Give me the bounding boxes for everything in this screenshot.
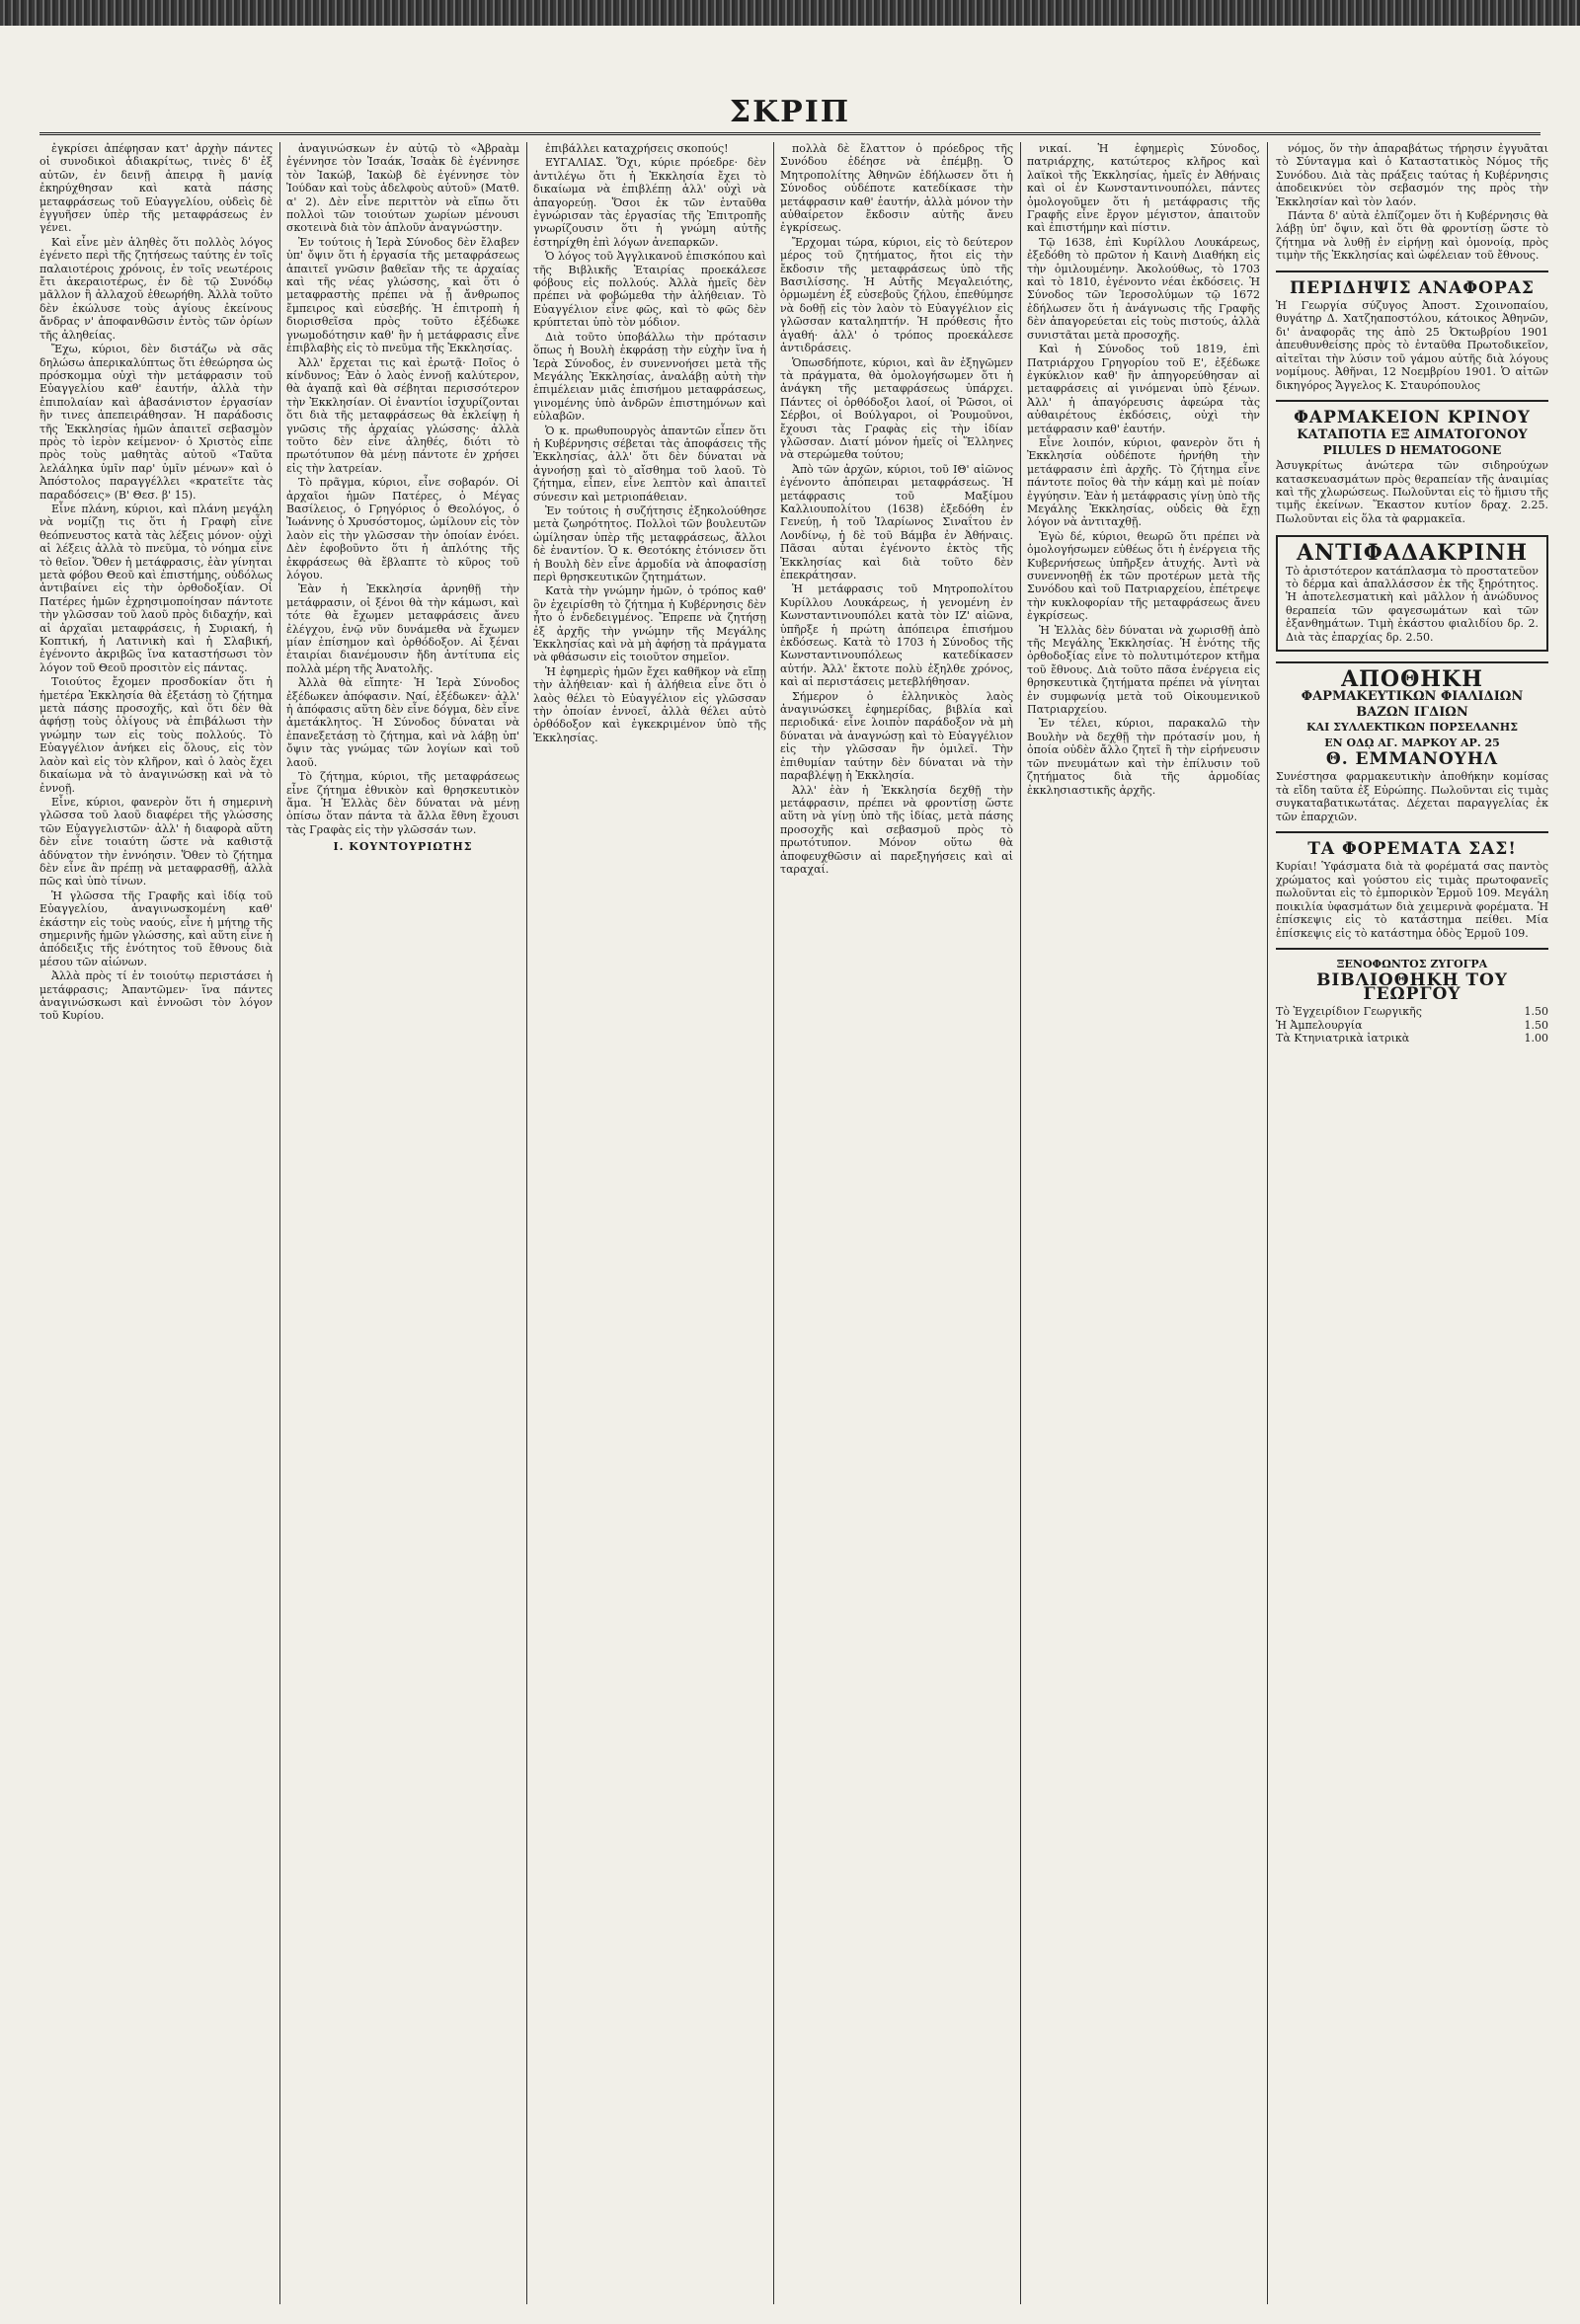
price-row [1276, 1005, 1548, 1018]
column-divider [1020, 142, 1021, 2304]
paragraph: Ἡ μετάφρασις τοῦ Μητροπολίτου Κυρίλλου Λουκάρεως, ἡ γενομένη ἐν Κωνσταντινουπόλει κατὰ τὸν ΙΖ' αἰῶνα, ὑπῆρξε ἡ πρώτη ἀπόπειρα ἐπισήμου ἐκδόσεως. Κατὰ τὸ 1703 ἡ Σύνοδος τῆς Κωνσταντινουπόλεως κατεδίκασεν αὐτήν. Ἀλλ' ἔκτοτε πολὺ ἐξηλθε χρόνος, καὶ αἱ περιστάσεις μετεβλήθησαν. [780, 582, 1013, 689]
column-divider [1267, 142, 1268, 2304]
masthead: ΣΚΡΙΠ [729, 95, 851, 129]
paragraph: Εἶνε πλάνη, κύριοι, καὶ πλάνη μεγάλη νὰ νομίζῃ τις ὅτι ἡ Γραφὴ εἶνε θεόπνευστος κατὰ τὰς λέξεις μόνον· οὐχὶ αἱ λέξεις ἀλλὰ τὸ πνεῦμα, τὸ νόημα εἶνε τὸ θεῖον. Ὅθεν ἡ μετάφρασις, ἐὰν γίνηται μετὰ φόβου Θεοῦ καὶ ἐπιστήμης, οὐδόλως ἀντιβαίνει εἰς τὴν ὀρθοδοξίαν. Οἱ Πατέρες ἡμῶν ἐχρησιμοποίησαν πάντοτε τὴν γλῶσσαν τοῦ λαοῦ πρὸς διδαχήν, καὶ αἱ ἀρχαῖαι μεταφράσεις, ἡ Συριακή, ἡ Κοπτική, ἡ Λατινικὴ καὶ ἡ Σλαβική, ἐγένοντο ἀκριβῶς ἵνα καταστήσωσι τὸν λόγον τοῦ Θεοῦ προσιτὸν εἰς πάντας. [40, 502, 273, 674]
ad-title: ΦΑΡΜΑΚΕΙΟΝ ΚΡΙΝΟΥ [1294, 407, 1531, 427]
item-label: Τὸ Ἐγχειρίδιον Γεωργικῆς [1276, 1005, 1422, 1019]
notice-title: ΠΕΡΙΔΗΨΙΣ ΑΝΑΦΟΡΑΣ [1290, 277, 1535, 298]
paragraph: Ἐν τούτοις ἡ συζήτησις ἐξηκολούθησε μετὰ ζωηρότητος. Πολλοὶ τῶν βουλευτῶν ὡμίλησαν ὑπὲρ τῆς μεταφράσεως, ἄλλοι δὲ ἐναντίον. Ὁ κ. Θεοτόκης ἐτόνισεν ὅτι ἡ Βουλὴ δὲν εἶνε ἁρμοδία νὰ ἀποφασίσῃ περὶ θρησκευτικῶν ζητημάτων. [533, 504, 766, 583]
column-4 [780, 142, 1013, 2304]
notice-divorce-summary [1276, 271, 1548, 392]
paragraph: Τὸ ζήτημα, κύριοι, τῆς μεταφράσεως εἶνε ζήτημα ἐθνικὸν καὶ θρησκευτικὸν ἅμα. Ἡ Ἑλλὰς δὲν δύναται νὰ μένῃ ὀπίσω ὅταν πάντα τὰ ἄλλα ἔθνη ἔχουσι τὰς Γραφὰς εἰς τὴν γλῶσσάν των. [286, 770, 519, 836]
paragraph: Ἡ Ἑλλὰς δὲν δύναται νὰ χωρισθῇ ἀπὸ τῆς Μεγάλης Ἐκκλησίας. Ἡ ἑνότης τῆς ὀρθοδοξίας εἶνε τὸ πολυτιμότερον κτῆμα τοῦ ἔθνους. Διὰ τοῦτο πᾶσα ἐνέργεια εἰς θρησκευτικὰ ζητήματα πρέπει νὰ γίνηται ἐν συμφωνίᾳ μετὰ τοῦ Οἰκουμενικοῦ Πατριαρχείου. [1027, 623, 1260, 717]
column-2 [286, 142, 519, 2304]
item-price: 1.50 [1524, 1018, 1548, 1032]
ad-antifadakrini [1276, 535, 1548, 652]
ad-text: Συνέστησα φαρμακευτικὴν ἀποθήκην κομίσας τὰ εἴδη ταῦτα ἐξ Εὐρώπης. Πωλοῦνται εἰς τιμὰς συγκαταβατικωτάτας. Δέχεται παραγγελίας ἐκ τῶν ἐπαρχιῶν. [1276, 770, 1548, 823]
paragraph: Τῷ 1638, ἐπὶ Κυρίλλου Λουκάρεως, ἐξεδόθη τὸ πρῶτον ἡ Καινὴ Διαθήκη εἰς τὴν ὁμιλουμένην. Ἀκολούθως, τὸ 1703 καὶ τὸ 1810, ἐγένοντο νέαι ἐκδόσεις. Ἡ Σύνοδος τῶν Ἱεροσολύμων τῷ 1672 ἐδήλωσεν ὅτι ἡ ἀνάγνωσις τῆς Γραφῆς δὲν ἀπαγορεύεται εἰς τοὺς πιστούς, ἀλλὰ συνιστᾶται μετὰ προσοχῆς. [1027, 235, 1260, 342]
ad-text: Τὸ ἀριστότερον κατάπλασμα τὸ προστατεῦον τὸ δέρμα καὶ ἀπαλλάσσον ἐκ τῆς ξηρότητος. Ἡ ἀποτελεσματικὴ καὶ μᾶλλον ἡ ἀνώδυνος θεραπεία τῶν φαγεσωμάτων καὶ τῶν ἐξανθημάτων. Τιμὴ ἑκάστου φιαλιδίου δρ. 2. Διὰ τὰς ἐπαρχίας δρ. 2.50. [1286, 564, 1539, 644]
column-divider [773, 142, 774, 2304]
paragraph: Ἡ ἐφημερὶς ἡμῶν ἔχει καθῆκον νὰ εἴπῃ τὴν ἀλήθειαν· καὶ ἡ ἀλήθεια εἶνε ὅτι ὁ λαὸς θέλει τὸ Εὐαγγέλιον εἰς γλῶσσαν τὴν ὁποίαν ἐννοεῖ, ἀλλὰ θέλει αὐτὸ ὀρθόδοξον καὶ ἐγκεκριμένον ὑπὸ τῆς Ἐκκλησίας. [533, 664, 766, 744]
ad-title: ΤΑ ΦΟΡΕΜΑΤΑ ΣΑΣ! [1307, 839, 1517, 860]
item-label: Τὰ Κτηνιατρικὰ ἰατρικὰ [1276, 1031, 1410, 1045]
price-row [1276, 1019, 1548, 1032]
ad-subtitle: PILULES D HEMATOGONE [1322, 442, 1502, 457]
paragraph: Ἐν τούτοις ἡ Ἱερὰ Σύνοδος δὲν ἔλαβεν ὑπ' ὄψιν ὅτι ἡ ἐργασία τῆς μεταφράσεως ἀπαιτεῖ γνῶσιν βαθεῖαν τῆς τε ἀρχαίας καὶ τῆς νέας γλώσσης, καὶ ὅτι ὁ μεταφραστὴς πρέπει νὰ ᾖ ἄνθρωπος ἔμπειρος καὶ εὐσεβής. Ἡ ἐπιτροπὴ ἡ διορισθεῖσα πρὸς τοῦτο ἐξέδωκε γνωμοδότησιν καθ' ἣν ἡ μετάφρασις εἶνε ἐπιβλαβὴς εἰς τὸ πνεῦμα τῆς Ἐκκλησίας. [286, 235, 519, 355]
paragraph: Ἀλλὰ θὰ εἴπητε· Ἡ Ἱερὰ Σύνοδος ἐξέδωκεν ἀπόφασιν. Ναί, ἐξέδωκεν· ἀλλ' ἡ ἀπόφασις αὕτη δὲν εἶνε δόγμα, δὲν εἶνε ἀμετάκλητος. Ἡ Σύνοδος δύναται νὰ ἐπανεξετάσῃ τὸ ζήτημα, καὶ νὰ λάβῃ ὑπ' ὄψιν τὰς γνώμας τῶν λογίων καὶ τοῦ λαοῦ. [286, 676, 519, 769]
paragraph: Καὶ ἡ Σύνοδος τοῦ 1819, ἐπὶ Πατριάρχου Γρηγορίου τοῦ Ε', ἐξέδωκε ἐγκύκλιον καθ' ἣν ἀπηγορεύθησαν αἱ μεταφράσεις αἱ γινόμεναι ὑπὸ ξένων. Ἀλλ' ἡ ἀπαγόρευσις ἀφεώρα τὰς αὐθαιρέτους ἐκδόσεις, οὐχὶ τὴν μετάφρασιν καθ' ἑαυτήν. [1027, 343, 1260, 435]
paragraph: Ὁ κ. πρωθυπουργὸς ἀπαντῶν εἶπεν ὅτι ἡ Κυβέρνησις σέβεται τὰς ἀποφάσεις τῆς Ἐκκλησίας, ἀλλ' ὅτι δὲν δύναται νὰ ἀγνοήσῃ καὶ τὸ αἴσθημα τοῦ λαοῦ. Τὸ ζήτημα, εἶπεν, εἶνε λεπτὸν καὶ ἀπαιτεῖ σύνεσιν καὶ μετριοπάθειαν. [533, 424, 766, 504]
ad-title: ΑΝΤΙΦΑΔΑΚΡΙΝΗ [1296, 540, 1529, 567]
scan-edge [0, 0, 1580, 26]
ad-apothiki [1276, 661, 1548, 823]
column-divider [526, 142, 527, 2304]
ad-subtitle: ΚΑΙ ΣΥΛΛΕΚΤΙΚΩΝ ΠΟΡΣΕΛΑΝΗΣ [1306, 721, 1518, 735]
paragraph: Ὁ λόγος τοῦ Ἀγγλικανοῦ ἐπισκόπου καὶ τῆς Βιβλικῆς Ἑταιρίας προεκάλεσε φόβους εἰς πολλούς. Ἀλλὰ ἡμεῖς δὲν πρέπει νὰ φοβώμεθα τὴν ἀλήθειαν. Τὸ Εὐαγγέλιον εἶνε φῶς, καὶ τὸ φῶς δὲν κρύπτεται ὑπὸ τὸν μόδιον. [533, 250, 766, 330]
paragraph: πολλὰ δὲ ἔλαττον ὁ πρόεδρος τῆς Συνόδου ἐδέησε νὰ ἐπέμβῃ. Ὁ Μητροπολίτης Ἀθηνῶν ἐδήλωσεν ὅτι ἡ Σύνοδος οὐδέποτε κατεδίκασε τὴν μετάφρασιν καθ' ἑαυτήν, ἀλλὰ μόνον τὴν αὐθαίρετον ἔκδοσιν αὐτῆς ἄνευ ἐγκρίσεως. [780, 142, 1013, 235]
column-divider [279, 142, 280, 2304]
paragraph: ἐπιβάλλει καταχρήσεις σκοπούς! [545, 142, 729, 155]
paragraph: Σήμερον ὁ ἑλληνικὸς λαὸς ἀναγινώσκει ἐφημερίδας, βιβλία καὶ περιοδικά· εἶνε λοιπὸν παράδοξον νὰ μὴ δύναται νὰ ἀναγνώσῃ καὶ τὸ Εὐαγγέλιον εἰς τὴν γλῶσσαν ἣν ὁμιλεῖ. Τὴν ἐπιθυμίαν ταύτην δὲν δύναται νὰ τὴν παραβλέψῃ ἡ Ἐκκλησία. [780, 689, 1013, 783]
ad-text: Ἀσυγκρίτως ἀνώτερα τῶν σιδηρούχων κατασκευασμάτων πρὸς θεραπείαν τῆς ἀναιμίας καὶ τῆς χλωρώσεως. Πωλοῦνται εἰς τὸ ἥμισυ τῆς τιμῆς ἐκείνων. Ἕκαστον κυτίον δραχ. 2.25. Πωλοῦνται εἰς ὅλα τὰ φαρμακεῖα. [1276, 459, 1548, 525]
column-3 [533, 142, 766, 2304]
paragraph: Εἶνε λοιπόν, κύριοι, φανερὸν ὅτι ἡ Ἐκκλησία οὐδέποτε ἠρνήθη τὴν μετάφρασιν ἐπὶ ἀρχῆς. Τὸ ζήτημα εἶνε πάντοτε ποῖος θὰ τὴν κάμῃ καὶ μὲ ποίαν ἐγγύησιν. Ἐὰν ἡ μετάφρασις γίνῃ ὑπὸ τῆς Μεγάλης Ἐκκλησίας, οὐδεὶς θὰ ἔχῃ λόγον νὰ ἀντιταχθῇ. [1027, 435, 1260, 529]
paragraph: Διὰ τοῦτο ὑποβάλλω τὴν πρότασιν ὅπως ἡ Βουλὴ ἐκφράσῃ τὴν εὐχὴν ἵνα ἡ Ἱερὰ Σύνοδος, ἐν συνεννοήσει μετὰ τῆς Μεγάλης Ἐκκλησίας, ἀναλάβῃ αὐτὴ τὴν ἐπιμέλειαν μιᾶς ἐπισήμου μεταφράσεως, γινομένης ὑπὸ ἀνδρῶν ἐπιστημόνων καὶ εὐλαβῶν. [533, 330, 766, 424]
column-1 [40, 142, 273, 2304]
ad-title: ΒΙΒΛΙΟΘΗΚΗ ΤΟΥ ΓΕΩΡΓΟΥ [1316, 970, 1508, 1004]
paragraph: Ἐν τέλει, κύριοι, παρακαλῶ τὴν Βουλὴν νὰ δεχθῇ τὴν πρότασίν μου, ἡ ὁποία οὐδὲν ἄλλο ζητεῖ ἢ τὴν εἰρήνευσιν τῶν πνευμάτων καὶ τὴν ἐπίλυσιν τοῦ ζητήματος διὰ τῆς ἁρμοδίας ἐκκλησιαστικῆς ἀρχῆς. [1027, 717, 1260, 797]
ad-owner: Θ. ΕΜΜΑΝΟΥΗΛ [1325, 749, 1499, 770]
paragraph: Ἡ γλῶσσα τῆς Γραφῆς καὶ ἰδίᾳ τοῦ Εὐαγγελίου, ἀναγινωσκομένη καθ' ἑκάστην εἰς τοὺς ναούς, εἶνε ἡ μήτηρ τῆς σημερινῆς ἡμῶν γλώσσης, καὶ αὕτη εἶνε ἡ ἀπόδειξις τῆς ἑνότητος τοῦ ἔθνους διὰ μέσου τῶν αἰώνων. [40, 889, 273, 968]
item-price: 1.00 [1524, 1031, 1548, 1045]
ad-pretitle: ΞΕΝΟΦΩΝΤΟΣ ΖΥΓΟΓΡΑ [1336, 957, 1488, 970]
paragraph: Ἀπὸ τῶν ἀρχῶν, κύριοι, τοῦ ΙΘ' αἰῶνος ἐγένοντο ἀπόπειραι μεταφράσεως. Ἡ μετάφρασις τοῦ Μαξίμου Καλλιουπολίτου (1638) ἐξεδόθη ἐν Γενεύῃ, ἡ τοῦ Ἱλαρίωνος Σιναΐτου ἐν Λονδίνῳ, ἡ δὲ τοῦ Βάμβα ἐν Ἀθήναις. Πᾶσαι αὗται ἐγένοντο ἐκτὸς τῆς Ἐκκλησίας καὶ διὰ τοῦτο δὲν ἐπεκράτησαν. [780, 462, 1013, 581]
notice-text: Ἡ Γεωργία σύζυγος Ἀποστ. Σχοινοπαίου, θυγάτηρ Δ. Χατζηαποστόλου, κάτοικος Ἀθηνῶν, δι' ἀναφορᾶς της ἀπὸ 25 Ὀκτωβρίου 1901 ἀπευθυνθείσης πρὸς τὸ ἐνταῦθα Πρωτοδικεῖον, αἰτεῖται τὴν λύσιν τοῦ γάμου αὐτῆς διὰ λόγους νομίμους. Ἀθῆναι, 12 Νοεμβρίου 1901. Ὁ αἰτῶν δικηγόρος Ἄγγελος Κ. Σταυρόπουλος [1276, 299, 1548, 392]
ad-title: ΑΠΟΘΗΚΗ [1341, 666, 1483, 692]
paragraph: Ἀλλ' ἔρχεται τις καὶ ἐρωτᾷ· Ποῖος ὁ κίνδυνος; Ἐὰν ὁ λαὸς ἐννοῇ καλύτερον, θὰ ἀγαπᾷ καὶ θὰ σέβηται περισσότερον τὴν Ἐκκλησίαν. Οἱ ἐναντίοι ἰσχυρίζονται ὅτι διὰ τῆς μεταφράσεως θὰ ἐκλείψῃ ἡ γνῶσις τῆς ἀρχαίας γλώσσης· ἀλλὰ τοῦτο δὲν εἶνε ἀληθές, διότι τὸ πρωτότυπον θὰ μένῃ πάντοτε ἐν χρήσει εἰς τὴν λατρείαν. [286, 355, 519, 475]
paragraph: Κατὰ τὴν γνώμην ἡμῶν, ὁ τρόπος καθ' ὃν ἐχειρίσθη τὸ ζήτημα ἡ Κυβέρνησις δὲν ἦτο ὁ ἐνδεδειγμένος. Ἔπρεπε νὰ ζητήσῃ ἐξ ἀρχῆς τὴν γνώμην τῆς Μεγάλης Ἐκκλησίας καὶ νὰ μὴ ἀφήσῃ τὰ πράγματα νὰ φθάσωσιν εἰς τοιοῦτον σημεῖον. [533, 584, 766, 664]
author-signature: I. ΚΟΥΝΤΟΥΡΙΩΤΗΣ [333, 840, 473, 854]
price-row [1276, 1032, 1548, 1045]
paragraph: Εἶνε, κύριοι, φανερὸν ὅτι ἡ σημερινὴ γλῶσσα τοῦ λαοῦ διαφέρει τῆς γλώσσης τῶν Εὐαγγελιστῶν· ἀλλ' ἡ διαφορὰ αὕτη δὲν εἶνε τοιαύτη ὥστε νὰ καθιστᾷ ἀδύνατον τὴν ἐννόησιν. Ὅθεν τὸ ζήτημα δὲν εἶνε ἂν πρέπῃ νὰ μεταφρασθῇ, ἀλλὰ πῶς καὶ ὑπὸ τίνων. [40, 795, 273, 889]
paragraph: ἀναγινώσκων ἐν αὐτῷ τὸ «Ἀβραὰμ ἐγέννησε τὸν Ἰσαάκ, Ἰσαὰκ δὲ ἐγέννησε τὸν Ἰακώβ, Ἰακὼβ δὲ ἐγέννησε τὸν Ἰούδαν καὶ τοὺς ἀδελφοὺς αὐτοῦ» (Ματθ. α' 2). Δὲν εἶνε περιττὸν νὰ εἴπω ὅτι πολλοὶ τῶν τοιούτων χωρίων μένουσι σκοτεινὰ διὰ τὸν ἁπλοῦν ἀναγνώστην. [286, 142, 519, 235]
columns [40, 142, 1550, 2304]
paragraph: Τὸ πρᾶγμα, κύριοι, εἶνε σοβαρόν. Οἱ ἀρχαῖοι ἡμῶν Πατέρες, ὁ Μέγας Βασίλειος, ὁ Γρηγόριος ὁ Θεολόγος, ὁ Ἰωάννης ὁ Χρυσόστομος, ὡμίλουν εἰς τὸν λαὸν εἰς τὴν γλῶσσαν τὴν ὁποίαν ἐνόει. Δὲν ἐφοβοῦντο ὅτι ἡ ἁπλότης τῆς ἐκφράσεως θὰ ἔβλαπτε τὸ κῦρος τοῦ λόγου. [286, 476, 519, 581]
masthead-rule [40, 132, 1540, 135]
paragraph: νικαί. Ἡ ἐφημερὶς Σύνοδος, πατριάρχης, κατώτερος κλῆρος καὶ λαϊκοὶ τῆς Ἐκκλησίας, ἡμεῖς ἐν Ἀθήναις καὶ οἱ ἐν Κωνσταντινουπόλει, πάντες ὁμολογοῦμεν ὅτι ἡ μετάφρασις τῆς Γραφῆς εἶνε ἔργον μέγιστον, ἀπαιτοῦν καὶ ἐπιστήμην καὶ πίστιν. [1027, 142, 1260, 235]
item-label: Ἡ Ἀμπελουργία [1276, 1018, 1363, 1032]
paragraph: Ἀλλὰ πρὸς τί ἐν τοιούτῳ περιστάσει ἡ μετάφρασις; Ἀπαντῶμεν· ἵνα πάντες ἀναγινώσκωσι καὶ ἐννοῶσι τὸν λόγον τοῦ Κυρίου. [40, 969, 273, 1023]
paragraph: ΕΥΓΑΛΙΑΣ. Ὅχι, κύριε πρόεδρε· δὲν ἀντιλέγω ὅτι ἡ Ἐκκλησία ἔχει τὸ δικαίωμα νὰ ἐπιβλέπῃ ἀλλ' οὐχὶ νὰ ἀπαγορεύῃ. Ὅσοι ἐκ τῶν ἐνταῦθα ἐγνώρισαν τὰς ἐργασίας τῆς Ἐπιτροπῆς γνωρίζουσιν ὅτι ἡ γνώμη αὐτῆς ἐστηρίχθη ἐπὶ λόγων ἀνεπαρκῶν. [533, 156, 766, 249]
paragraph: Πάντα δ' αὐτὰ ἐλπίζομεν ὅτι ἡ Κυβέρνησις θὰ λάβῃ ὑπ' ὄψιν, καὶ ὅτι θὰ φροντίσῃ ὥστε τὸ ζήτημα νὰ λυθῇ ἐν εἰρήνῃ καὶ ὁμονοίᾳ, πρὸς τιμὴν τῆς Ἐκκλησίας καὶ ὠφέλειαν τοῦ ἔθνους. [1276, 209, 1548, 263]
paragraph: Ἔρχομαι τώρα, κύριοι, εἰς τὸ δεύτερον μέρος τοῦ ζητήματος, ἤτοι εἰς τὴν ἔκδοσιν τῆς μεταφράσεως ὑπὸ τῆς Βασιλίσσης. Ἡ Αὐτῆς Μεγαλειότης, ὁρμωμένη ἐξ εὐσεβοῦς ζήλου, ἐπεθύμησε νὰ δοθῇ εἰς τὸν λαὸν τὸ Εὐαγγέλιον εἰς γλῶσσαν καταληπτήν. Ἡ πρόθεσις ἦτο ἀγαθή· ἀλλ' ὁ τρόπος προεκάλεσε ἀντιδράσεις. [780, 235, 1013, 355]
ad-address: ΕΝ ΟΔῼ ΑΓ. ΜΑΡΚΟΥ ΑΡ. 25 [1324, 736, 1500, 749]
paragraph: Ὁπωσδήποτε, κύριοι, καὶ ἂν ἐξηγῶμεν τὰ πράγματα, θὰ ὁμολογήσωμεν ὅτι ἡ ἀνάγκη τῆς μεταφράσεως ὑπάρχει. Πάντες οἱ ὀρθόδοξοι λαοί, οἱ Ῥῶσοι, οἱ Σέρβοι, οἱ Βούλγαροι, οἱ Ῥουμοῦνοι, ἔχουσι τὰς Γραφὰς εἰς τὴν ἰδίαν γλῶσσαν. Διατί μόνον ἡμεῖς οἱ Ἕλληνες νὰ στερώμεθα τούτου; [780, 355, 1013, 462]
paragraph: Τοιούτος ἔχομεν προσδοκίαν ὅτι ἡ ἡμετέρα Ἐκκλησία θὰ ἐξετάσῃ τὸ ζήτημα μετὰ πάσης προσοχῆς, καὶ ὅτι δὲν θὰ ἀφήσῃ τοὺς ὀλίγους νὰ ἐπιβάλωσι τὴν γνώμην των εἰς τοὺς πολλούς. Τὸ Εὐαγγέλιον ἀνήκει εἰς ὅλους, εἰς τὸν λαὸν καὶ εἰς τὸν κλῆρον, καὶ ὁ λαὸς ἔχει δικαίωμα νὰ τὸ ἀναγινώσκῃ καὶ νὰ τὸ ἐννοῇ. [40, 675, 273, 795]
ad-subtitle: ΒΑΖΩΝ ΙΓΔΙΩΝ [1356, 704, 1468, 720]
paragraph: Ἔχω, κύριοι, δὲν διστάζω νὰ σᾶς δηλώσω ἀπερικαλύπτως ὅτι ἐθεώρησα ὡς πρόσκομμα οὐχὶ τὴν μετάφρασιν τοῦ Εὐαγγελίου καθ' ἑαυτήν, ἀλλὰ τὴν ἐπιπολαίαν καὶ ἀβασάνιστον ἐργασίαν ἣν τινες ἀπεπειράθησαν. Ἡ παράδοσις τῆς Ἐκκλησίας ἡμῶν ἀπαιτεῖ σεβασμὸν πρὸς τὸ ἱερὸν κείμενον· ὁ Χριστὸς εἶπε πρὸς τοὺς μαθητὰς αὐτοῦ «Ταῦτα λελάληκα ὑμῖν παρ' ὑμῖν μένων» καὶ ὁ Ἀπόστολος παραγγέλλει «κρατεῖτε τὰς παραδόσεις» (Β' Θεσ. β' 15). [40, 343, 273, 502]
paragraph: Ἐγὼ δέ, κύριοι, θεωρῶ ὅτι πρέπει νὰ ὁμολογήσωμεν εὐθέως ὅτι ἡ ἐνέργεια τῆς Κυβερνήσεως ὑπῆρξεν ἀτυχής. Ἀντὶ νὰ συνεννοηθῇ ἐκ τῶν προτέρων μετὰ τῆς Συνόδου καὶ τοῦ Πατριαρχείου, ἐπέτρεψε τὴν κυκλοφορίαν τῆς μεταφράσεως ἄνευ ἐγκρίσεως. [1027, 529, 1260, 623]
ad-farmer-library [1276, 948, 1548, 1045]
paragraph: νόμος, ὅν τὴν ἀπαραβάτως τήρησιν ἐγγυᾶται τὸ Σύνταγμα καὶ ὁ Καταστατικὸς Νόμος τῆς Συνόδου. Διὰ τὰς πράξεις ταύτας ἡ Κυβέρνησις ἀποδεικνύει τὸν σεβασμόν της πρὸς τὴν Ἐκκλησίαν καὶ τὸν λαόν. [1276, 142, 1548, 208]
paragraph: Ἀλλ' ἐὰν ἡ Ἐκκλησία δεχθῇ τὴν μετάφρασιν, πρέπει νὰ φροντίσῃ ὥστε αὕτη νὰ γίνῃ ὑπὸ τῆς ἰδίας, μετὰ πάσης προσοχῆς καὶ σεβασμοῦ πρὸς τὸ πρωτότυπον. Μόνον οὕτω θὰ ἀποφευχθῶσιν αἱ παρεξηγήσεις καὶ αἱ ταραχαί. [780, 783, 1013, 876]
column-6-advertisements [1276, 142, 1548, 2304]
ad-subtitle: ΦΑΡΜΑΚΕΥΤΙΚΩΝ ΦΙΑΛΙΔΙΩΝ [1301, 689, 1524, 705]
paragraph: Καὶ εἶνε μὲν ἀληθὲς ὅτι πολλὸς λόγος ἐγένετο περὶ τῆς ζητήσεως ταύτης ἐν τοῖς παλαιοτέροις χρόνοις, ἐν τοῖς νεωτέροις ἔτι ἀκεραιοτέρως, ἐν δὲ τῷ Συνόδῳ μᾶλλον ἢ ἀλλαχοῦ ἐθεωρήθη. Ἀλλὰ τοῦτο δὲν ἐκώλυσε τοὺς ἁγίους ἐκείνους ἄνδρας ν' ἀποφανθῶσιν ἐντὸς τῶν ὁρίων τῆς ἀληθείας. [40, 235, 273, 342]
ad-pharmacy-krinou [1276, 400, 1548, 525]
paragraph: ἐγκρίσει ἀπέφησαν κατ' ἀρχὴν πάντες οἱ συνοδικοὶ ἀδιακρίτως, τινὲς δ' ἐξ αὐτῶν, ἐν δεινῇ ἀπειρᾳ ἢ μανίᾳ ἐκηρύχθησαν καὶ κατὰ πάσης μεταφράσεως τοῦ Εὐαγγελίου, οὐδεὶς δὲ ἐγγυῆσεν ὑπὲρ τῆς μεταφράσεως ἐν γένει. [40, 142, 273, 235]
item-price: 1.50 [1524, 1005, 1548, 1019]
paragraph: Ἐὰν ἡ Ἐκκλησία ἀρνηθῇ τὴν μετάφρασιν, οἱ ξένοι θὰ τὴν κάμωσι, καὶ τότε θὰ ἔχωμεν μεταφράσεις ἄνευ ἐλέγχου, ἐνῷ νῦν δυνάμεθα νὰ ἔχωμεν μίαν ἐπίσημον καὶ ὀρθόδοξον. Αἱ ξέναι ἑταιρίαι διανέμουσιν ἤδη ἀντίτυπα εἰς πολλὰ μέρη τῆς Ἀνατολῆς. [286, 582, 519, 675]
ad-subtitle: ΚΑΤΑΠΟΤΙΑ ΕΞ ΑΙΜΑΤΟΓΟΝΟΥ [1297, 427, 1528, 443]
ad-dresses [1276, 831, 1548, 940]
ad-text: Κυρίαι! Ὑφάσματα διὰ τὰ φορέματά σας παντὸς χρώματος καὶ γούστου εἰς τιμὰς πρωτοφανεῖς πωλοῦνται εἰς τὸ ἐμπορικὸν Ἑρμοῦ 109. Μεγάλη ποικιλία ὑφασμάτων διὰ χειμερινὰ φορέματα. Ἡ ἐπίσκεψις εἰς τὸ κατάστημα πείθει. Μία ἐπίσκεψις εἰς τὸ κατάστημα ὁδὸς Ἑρμοῦ 109. [1276, 860, 1548, 940]
column-5 [1027, 142, 1260, 2304]
